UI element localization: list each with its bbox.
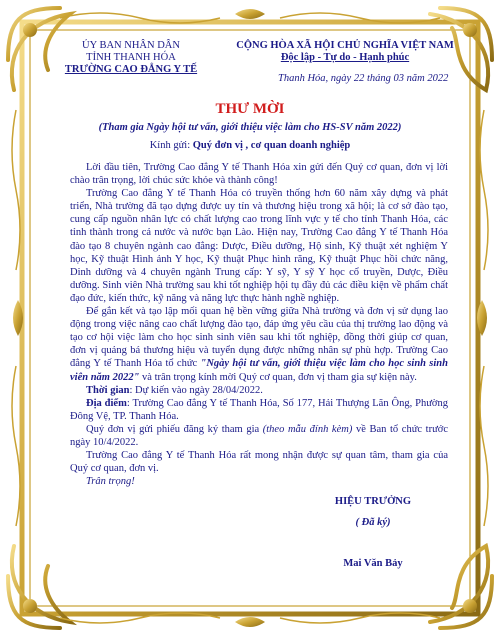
- letter-subtitle: (Tham gia Ngày hội tư vấn, giới thiệu việc làm cho HS-SV năm 2022): [98, 122, 402, 133]
- paragraph-invitation: [70, 305, 448, 384]
- time-label: Thời gian: [86, 384, 130, 396]
- national-motto-sub: Độc lập - Tự do - Hạnh phúc: [280, 52, 410, 63]
- paragraph-registration: [70, 423, 448, 449]
- registration-note: (theo mẫu đính kèm): [262, 423, 353, 435]
- paragraph-closing-wish: Trường Cao đẳng Y tế Thanh Hóa rất mong nhận được sự quan tâm, tham gia của Quý cơ quan, đơn vị.: [70, 450, 448, 475]
- registration-text-c: về Ban tổ chức trước ngày 10/4/2022.: [70, 423, 448, 448]
- issuer-line-1: ỦY BAN NHÂN DÂN: [82, 40, 180, 51]
- event-name: "Ngày hội tư vấn, giới thiệu việc làm cho học sinh sinh viên năm 2022": [70, 358, 448, 383]
- issuer-line-2: TỈNH THANH HÓA: [86, 52, 176, 63]
- time-value: : Dự kiến vào ngày 28/04/2022.: [129, 384, 263, 396]
- issuer-school-name: TRƯỜNG CAO ĐẲNG Y TẾ: [64, 64, 198, 75]
- letter-body: [70, 161, 448, 488]
- national-header: [230, 40, 460, 64]
- signer-name: Mai Văn Bảy: [343, 558, 403, 569]
- registration-text-a: Quý đơn vị gửi phiếu đăng ký tham gia: [86, 423, 263, 435]
- recipient-prefix: Kính gửi:: [149, 140, 193, 151]
- signature-block: [318, 496, 428, 569]
- paragraph-school-intro: Trường Cao đẳng Y tế Thanh Hóa có truyền thống hơn 60 năm xây dựng và phát triển, Nhà trường đã tạo dựng được uy tín và thương hiệu trong xã hội; là cơ sở đào tạo, cung cấp nguồn nhân lực có chất lượng cao trong lĩnh vực y tế cho tỉnh Thanh Hóa, các tỉnh thành trong cả nước và nước bạn Lào. Hiện nay, Trường Cao đẳng Y tế Thanh Hóa đào tạo 8 chuyên ngành cao đẳng: Dược, Điều dưỡng, Hộ sinh, Kỹ thuật xét nghiệm Y học, Kỹ thuật Hình ảnh Y học, Kỹ thuật Phục hình răng, Kỹ thuật Phục hồi chức năng, Dinh dưỡng và 4 chuyên ngành Trung cấp: Y sỹ, Y sỹ Y học cổ truyền, Dược, Điều dưỡng. Sinh viên Nhà trường sau khi tốt nghiệp hội tụ đầy đủ các điều kiện về phẩm chất đạo đức, kiến thức, kỹ năng và năng lực thực hành nghề nghiệp.: [70, 188, 448, 304]
- invitation-text-a: Để gắn kết và tạo lập mối quan hệ bền vững giữa Nhà trường và đơn vị sử dụng lao động trong việc nâng cao chất lượng đào tạo, đáp ứng yêu cầu của thị trường lao động và tạo cơ hội việc làm cho học sinh sinh viên sau khi tốt nghiệp, đồng thời giúp cơ quan, đơn vị quảng bá thương hiệu và tuyển dụng được những nhân sự phù hợp. Trường Cao đẳng Y tế Thanh Hóa tổ chức: [70, 306, 448, 370]
- invitation-text-c: và trân trọng kính mời Quý cơ quan, đơn vị tham gia sự kiện này.: [139, 371, 417, 383]
- issuer-header: [46, 40, 216, 76]
- letter-title: THƯ MỜI: [215, 101, 285, 117]
- recipient-line: [40, 140, 460, 151]
- place-label: Địa điểm: [86, 397, 127, 409]
- national-motto-title: CỘNG HÒA XÃ HỘI CHỦ NGHĨA VIỆT NAM: [236, 40, 454, 51]
- place-value: : Trường Cao đẳng Y tế Thanh Hóa, Số 177, Hải Thượng Lãn Ông, Phường Đông Vệ, TP. Thanh Hóa.: [70, 397, 448, 422]
- closing-phrase: Trân trọng!: [86, 476, 135, 488]
- signer-role: HIỆU TRƯỞNG: [334, 496, 412, 507]
- paragraph-place: [70, 397, 448, 423]
- issue-date: Thanh Hóa, ngày 22 tháng 03 năm 2022: [278, 73, 449, 84]
- paragraph-time: [70, 384, 448, 397]
- signed-note: ( Đã ký): [355, 517, 391, 528]
- paragraph-greeting: Lời đầu tiên, Trường Cao đẳng Y tế Thanh Hóa xin gửi đến Quý cơ quan, đơn vị lời chào trân trọng, lời chúc sức khỏe và thành công!: [70, 162, 448, 187]
- recipient-name: Quý đơn vị , cơ quan doanh nghiệp: [192, 140, 351, 151]
